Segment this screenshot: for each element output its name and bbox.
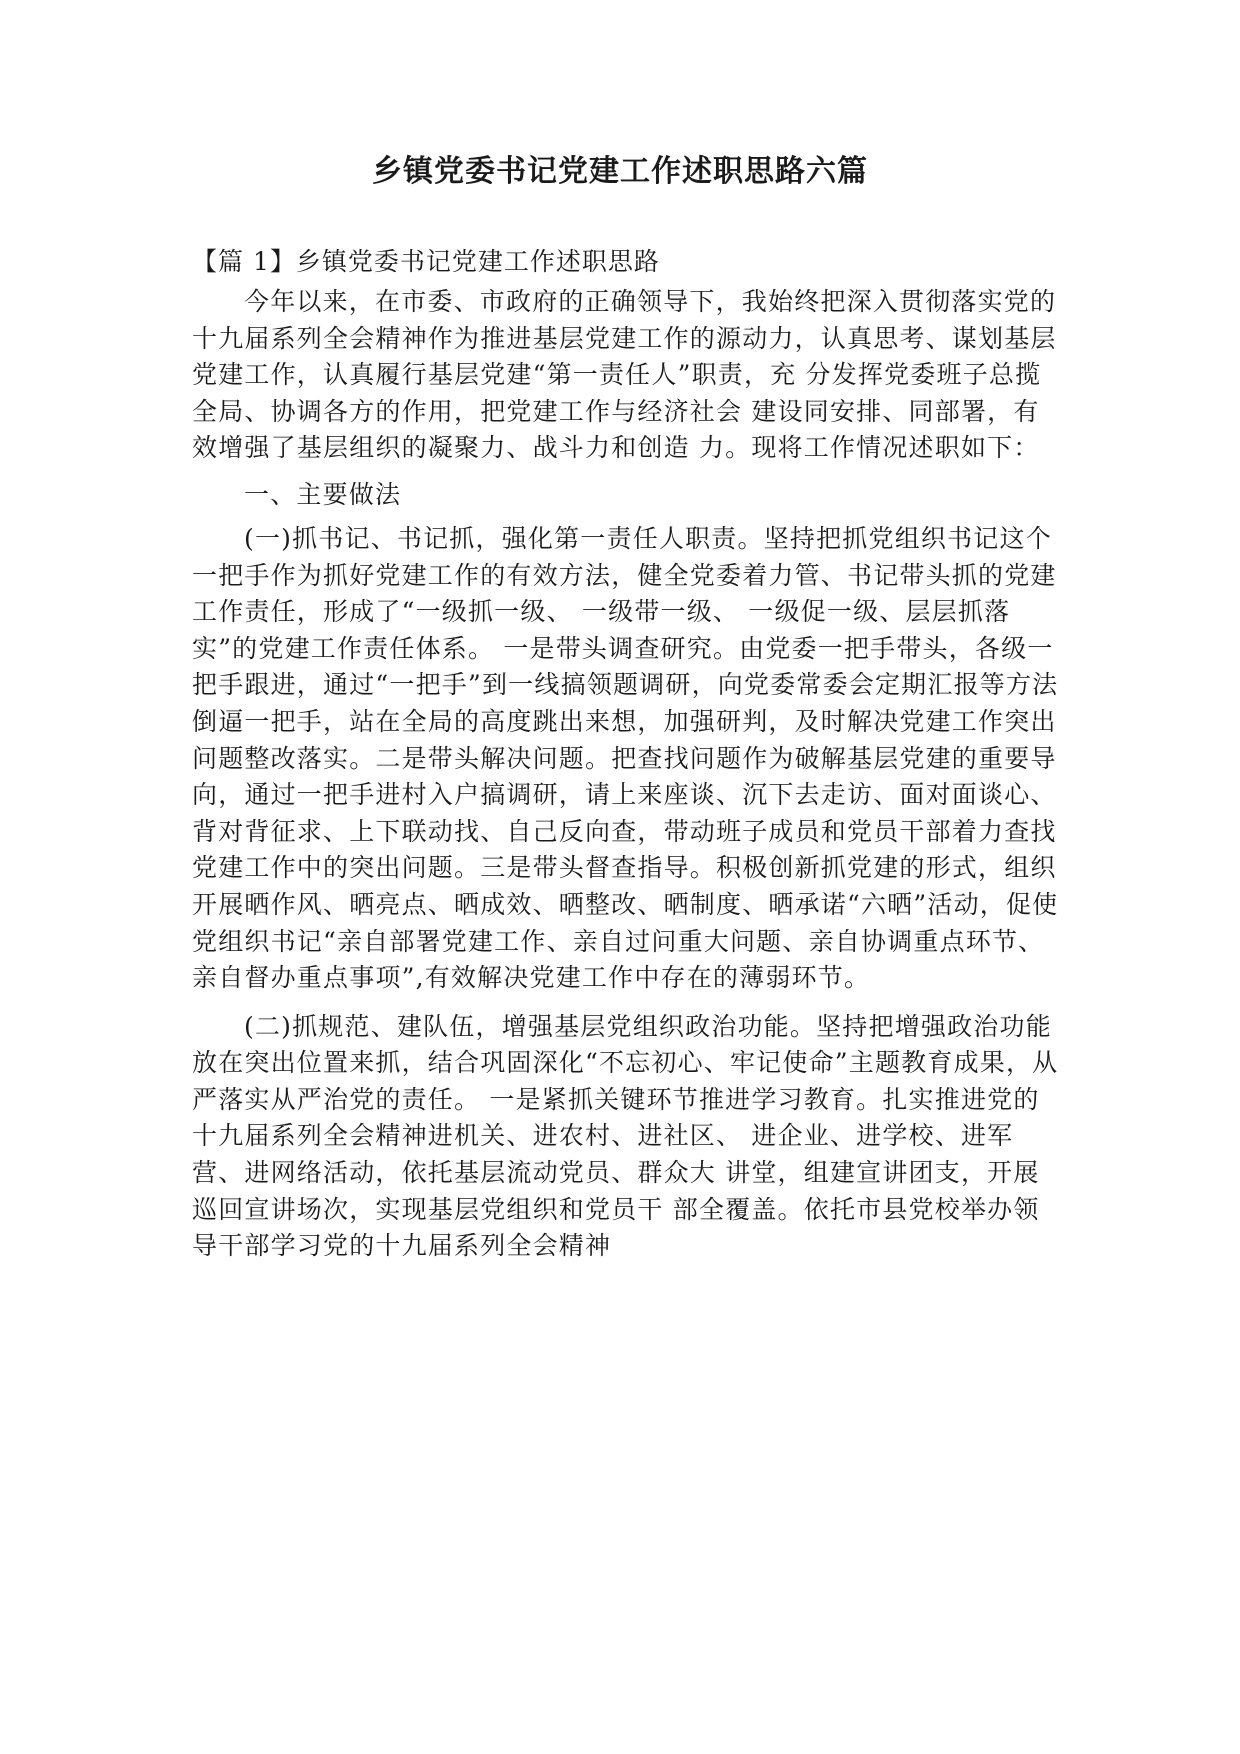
body-paragraph-1: (一)抓书记、书记抓，强化第一责任人职责。坚持把抓党组织书记这个一把手作为抓好党建工作的有效方法，健全党委着力管、书记带头抓的党建工作责任，形成了“一级抓一级、 一级带一级、 一级促一级、层层抓落实”的党建工作责任体系。 一是带头调查研究。由党委一把手带头，各级一把手跟进，通过“一把手”到一线搞领题调研，向党委常委会定期汇报等方法倒逼一把手，站在全局的高度跳出来想，加强研判，及时解决党建工作突出问题整改落实。二是带头解决问题。把查找问题作为破解基层党建的重要导向，通过一把手进村入户搞调研，请上来座谈、沉下去走访、面对面谈心、背对背征求、上下联动找、自己反向查，带动班子成员和党员干部着力查找党建工作中的突出问题。三是带头督查指导。积极创新抓党建的形式，组织开展晒作风、晒亮点、晒成效、晒整改、晒制度、晒承诺“六晒”活动，促使党组织书记“亲自部署党建工作、亲自过问重大问题、亲自协调重点环节、亲自督办重点事项”,有效解决党建工作中存在的薄弱环节。 [192, 523, 1059, 993]
document-body [192, 242, 1062, 1265]
section-label: 【篇 1】乡镇党委书记党建工作述职思路 [192, 247, 660, 276]
section-heading: 一、主要做法 [244, 479, 402, 509]
body-paragraph-2: (二)抓规范、建队伍，增强基层党组织政治功能。坚持把增强政治功能放在突出位置来抓，结合巩固深化“不忘初心、牢记使命”主题教育成果，从严落实从严治党的责任。 一是紧抓关键环节推进学习教育。扎实推进党的十九届系列全会精神进机关、进农村、进社区、 进企业、进学校、进军营、进网络活动，依托基层流动党员、群众大 讲堂，组建宣讲团支，开展巡回宣讲场次，实现基层党组织和党员干 部全覆盖。依托市县党校举办领导干部学习党的十九届系列全会精神 [192, 1011, 1059, 1261]
intro-paragraph: 今年以来，在市委、市政府的正确领导下，我始终把深入贯彻落实党的十九届系列全会精神作为推进基层党建工作的源动力，认真思考、谋划基层党建工作，认真履行基层党建“第一责任人”职责，充 分发挥党委班子总揽全局、协调各方的作用，把党建工作与经济社会 建设同安排、同部署，有效增强了基层组织的凝聚力、战斗力和创造 力。现将工作情况述职如下： [192, 287, 1057, 463]
document-title: 乡镇党委书记党建工作述职思路六篇 [372, 154, 868, 189]
